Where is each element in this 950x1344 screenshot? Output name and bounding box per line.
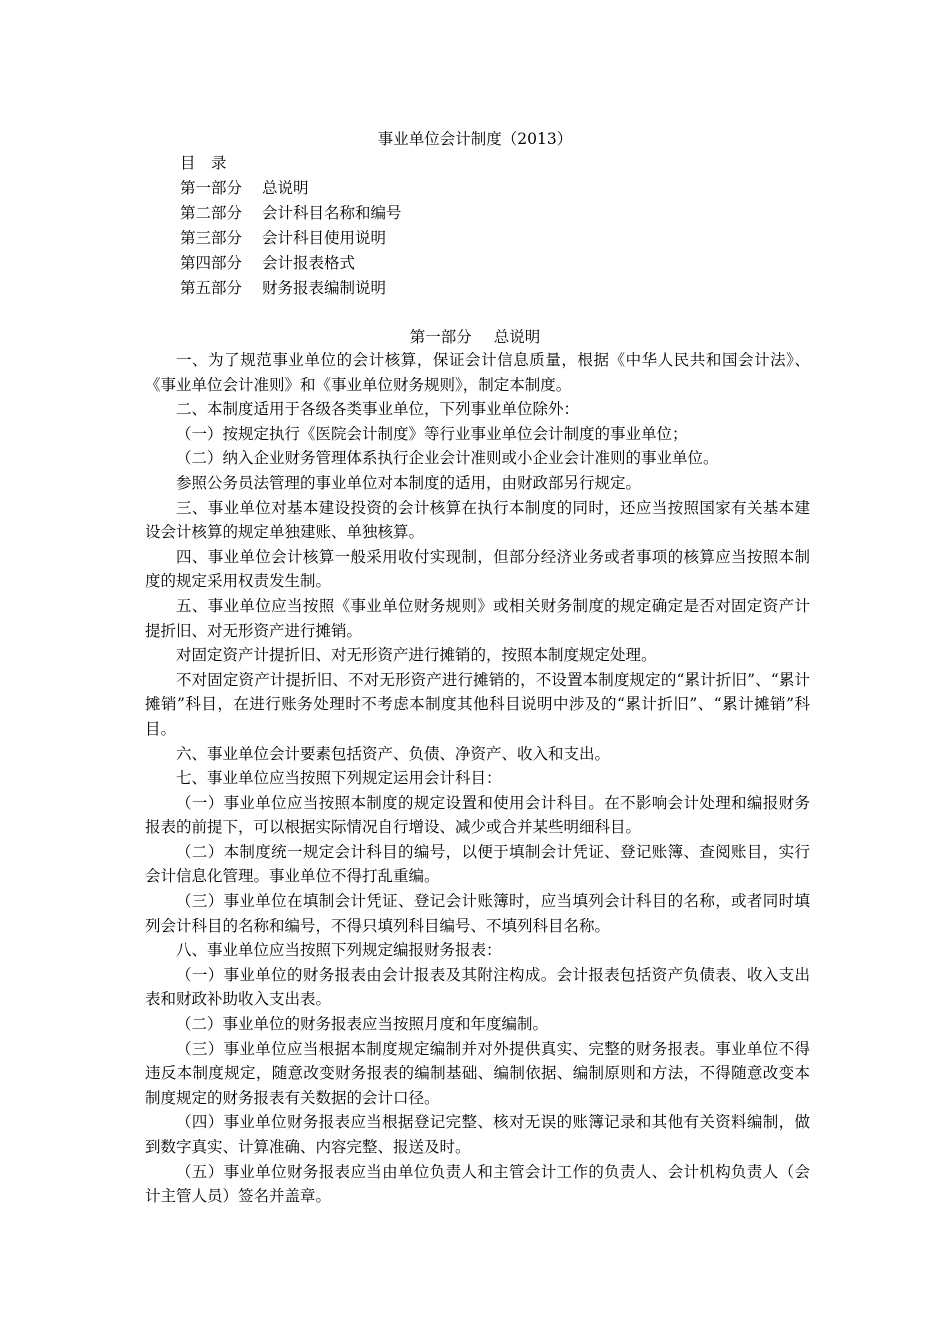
table-of-contents bbox=[180, 151, 780, 301]
paragraph: （一）按规定执行《医院会计制度》等行业事业单位会计制度的事业单位； bbox=[176, 424, 688, 443]
section-part: 第一部分 bbox=[409, 328, 472, 346]
section-name: 总说明 bbox=[493, 328, 541, 346]
paragraph: 六、事业单位会计要素包括资产、负债、净资产、收入和支出。 bbox=[176, 744, 611, 763]
section-body bbox=[145, 348, 810, 1209]
paragraph: （一）事业单位的财务报表由会计报表及其附注构成。会计报表包括资产负债表、收入支出表和财政补助收入支出表。 bbox=[145, 965, 810, 1009]
toc-item-part: 第四部分 bbox=[180, 254, 243, 272]
toc-item-part: 第五部分 bbox=[180, 279, 243, 297]
paragraph: 七、事业单位应当按照下列规定运用会计科目： bbox=[176, 769, 502, 788]
toc-item-name: 会计科目名称和编号 bbox=[262, 204, 402, 222]
toc-item-name: 总说明 bbox=[262, 179, 309, 197]
paragraph: （二）本制度统一规定会计科目的编号，以便于填制会计凭证、登记账簿、查阅账目，实行会计信息化管理。事业单位不得打乱重编。 bbox=[145, 842, 810, 886]
toc-item-name: 会计报表格式 bbox=[262, 254, 356, 272]
paragraph: 三、事业单位对基本建设投资的会计核算在执行本制度的同时，还应当按照国家有关基本建设会计核算的规定单独建账、单独核算。 bbox=[145, 498, 810, 542]
toc-item bbox=[180, 176, 780, 201]
toc-item bbox=[180, 201, 780, 226]
toc-item bbox=[180, 276, 780, 301]
paragraph: （三）事业单位在填制会计凭证、登记会计账簿时，应当填列会计科目的名称，或者同时填列会计科目的名称和编号，不得只填列科目编号、不填列科目名称。 bbox=[145, 892, 810, 935]
document-title: 事业单位会计制度（2013） bbox=[377, 130, 573, 148]
paragraph: 五、事业单位应当按照《事业单位财务规则》或相关财务制度的规定确定是否对固定资产计提折旧、对无形资产进行摊销。 bbox=[145, 596, 810, 640]
toc-item bbox=[180, 226, 780, 251]
paragraph: （二）纳入企业财务管理体系执行企业会计准则或小企业会计准则的事业单位。 bbox=[176, 449, 719, 468]
paragraph: （三）事业单位应当根据本制度规定编制并对外提供真实、完整的财务报表。事业单位不得违反本制度规定，随意改变财务报表的编制基础、编制依据、编制原则和方法，不得随意改变本制度规定的财务报表有关数据的会计口径。 bbox=[145, 1039, 810, 1107]
paragraph: 四、事业单位会计核算一般采用收付实现制，但部分经济业务或者事项的核算应当按照本制度的规定采用权责发生制。 bbox=[145, 547, 810, 591]
paragraph: 二、本制度适用于各级各类事业单位，下列事业单位除外： bbox=[176, 400, 580, 419]
paragraph: 八、事业单位应当按照下列规定编报财务报表： bbox=[176, 941, 502, 960]
paragraph: （四）事业单位财务报表应当根据登记完整、核对无误的账簿记录和其他有关资料编制，做到数字真实、计算准确、内容完整、报送及时。 bbox=[145, 1113, 810, 1156]
toc-item-part: 第二部分 bbox=[180, 204, 243, 222]
section-title bbox=[0, 326, 950, 348]
paragraph: （五）事业单位财务报表应当由单位负责人和主管会计工作的负责人、会计机构负责人（会计主管人员）签名并盖章。 bbox=[145, 1162, 810, 1206]
toc-item bbox=[180, 251, 780, 276]
paragraph: （二）事业单位的财务报表应当按照月度和年度编制。 bbox=[176, 1015, 549, 1034]
paragraph: 不对固定资产计提折旧、不对无形资产进行摊销的，不设置本制度规定的“累计折旧”、“累计摊销”科目，在进行账务处理时不考虑本制度其他科目说明中涉及的“累计折旧”、“累计摊销”科目。 bbox=[145, 670, 810, 738]
toc-heading: 目 录 bbox=[180, 154, 227, 172]
toc-item-name: 会计科目使用说明 bbox=[262, 229, 387, 247]
paragraph: 对固定资产计提折旧、对无形资产进行摊销的，按照本制度规定处理。 bbox=[176, 646, 657, 665]
paragraph: 一、为了规范事业单位的会计核算，保证会计信息质量，根据《中华人民共和国会计法》、《事业单位会计准则》和《事业单位财务规则》，制定本制度。 bbox=[145, 351, 810, 394]
toc-item-part: 第三部分 bbox=[180, 229, 243, 247]
paragraph: 参照公务员法管理的事业单位对本制度的适用，由财政部另行规定。 bbox=[176, 473, 642, 492]
toc-item-name: 财务报表编制说明 bbox=[262, 279, 387, 297]
paragraph: （一）事业单位应当按照本制度的规定设置和使用会计科目。在不影响会计处理和编报财务报表的前提下，可以根据实际情况自行增设、减少或合并某些明细科目。 bbox=[145, 793, 810, 837]
toc-item-part: 第一部分 bbox=[180, 179, 243, 197]
